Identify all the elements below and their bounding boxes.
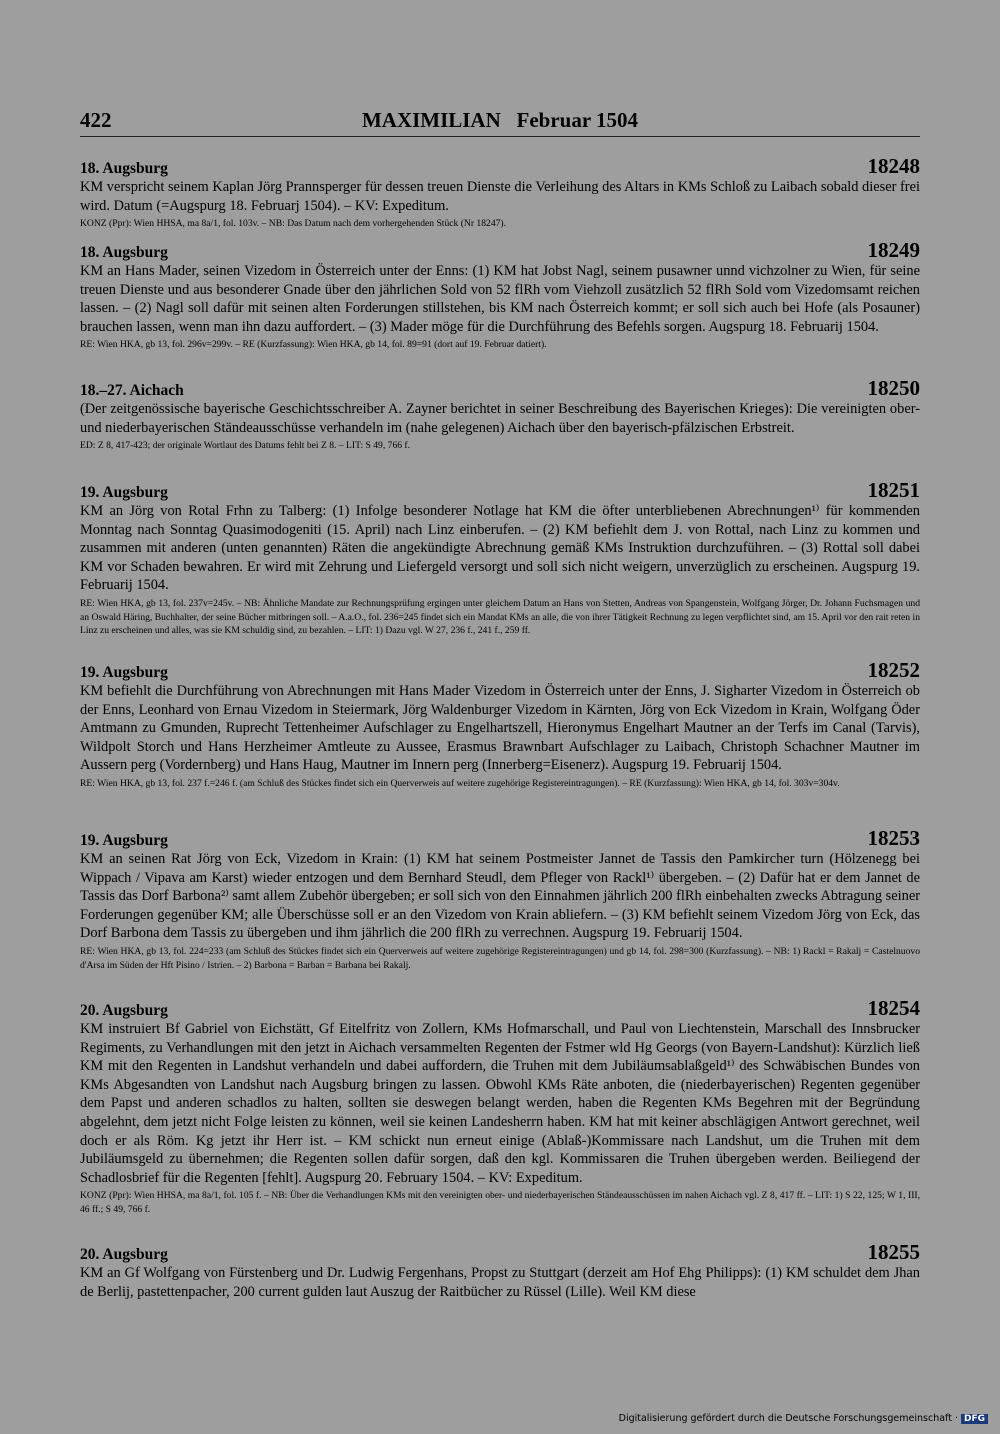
entry-date: 20. Augsburg <box>80 1246 168 1263</box>
entry-text: KM an Hans Mader, seinen Vizedom in Österreich unter der Enns: (1) KM hat Jobst Nagl, seinem pusawner unnd vichzolner zu Wien, für seine treuen Dienste und aus besonderer Gnade über den jährlichen Sold von 52 flRh vom Viehzoll zusätzlich 52 flRh Sold vom Vizedomsamt reichen lassen. – (2) Nagl soll dafür mit seinen alten Forderungen stillstehen, bis KM nach Österreich kommt; er soll sich auch bei Hofe (als Posauner) brauchen lassen, wenn man ihn dazu auffordert. – (3) Mader möge für die Durchführung des Befehls sorgen. Augspurg 18. Februarij 1504. <box>80 263 920 335</box>
entry-note: RE: Wien HKA, gb 13, fol. 224=233 (am Schluß des Stückes findet sich ein Querverweis auf weitere zugehörige Registereintragungen) und gb 14, fol. 298=300 (Kurzfassung). – NB: 1) Rackl = Rakalj = Castelnuovo d'Arsa im Süden der Hft Pisino / Istrien. – 2) Barbona = Barban = Barbana bei Rakalj. <box>80 945 920 971</box>
entry-number: 18251 <box>867 478 920 502</box>
regest-entry <box>80 828 920 972</box>
entry-text: KM befiehlt die Durchführung von Abrechnungen mit Hans Mader Vizedom in Österreich unter der Enns, J. Sigharter Vizedom in Österreich ob der Enns, Leonhard von Ernau Vizedom in Steiermark, Jörg Waldenburger Vizedom in Kärnten, Jörg von Eck Vizedom in Krain, Wolfgang Öder Amtmann zu Gmunden, Ruprecht Tettenheimer Aufschlager zu Engelhartszell, Hieronymus Engelhart Mautner an der Terfs im Canal (Tarvis), Wildpolt Storch und Hans Herzheimer Amtleute zu Aussee, Erasmus Brawnbart Aufschlager zu Laibach, Christoph Schachner Mautner im Aussern perg (Vordernberg) und Hans Haug, Mautner im Innern perg (Innerberg=Eisenerz). Augspurg 19. Februarij 1504. <box>80 683 920 774</box>
entry-date: 18.–27. Aichach <box>80 382 184 399</box>
entry-number: 18253 <box>867 826 920 850</box>
entry-text: (Der zeitgenössische bayerische Geschichtsschreiber A. Zayner berichtet in seiner Beschreibung des Bayerischen Krieges): Die vereinigten ober- und niederbayerischen Ständeausschüsse verhandeln im (nahe gelegenen) Aichach über den bayerisch-pfälzischen Erbstreit. <box>80 401 920 436</box>
entry-text: KM an seinen Rat Jörg von Eck, Vizedom in Krain: (1) KM hat seinem Postmeister Jannet de Tassis den Pamkircher turn (Hölzenegg bei Wippach / Vipava am Karst) wieder entzogen und dem Bernhard Steudl, dem Pfleger von Rackl¹⁾ übergeben. – (2) Dafür hat er dem Jannet de Tassis das Dorf Barbona²⁾ samt allem Zubehör übergeben; er soll sich von den Einnahmen jährlich 200 flRh einbehalten zwecks Abtragung seiner Forderungen gegenüber KM; alle Überschüsse soll er an den Vizedom von Krain abliefern. – (3) KM befiehlt seinem Vizedom Jörg von Eck, das Dorf Barbona dem Tassis zu übergeben und ihm jährlich die 200 flRh zu verrechnen. Augspurg 19. Februarij 1504. <box>80 851 920 942</box>
regest-entry <box>80 1242 920 1301</box>
entry-date: 19. Augsburg <box>80 664 168 681</box>
entry-number: 18249 <box>867 238 920 262</box>
entry-date: 19. Augsburg <box>80 484 168 501</box>
entry-text: KM an Gf Wolfgang von Fürstenberg und Dr. Ludwig Fergenhans, Propst zu Stuttgart (derzeit am Hof Ehg Philipps): (1) KM schuldet dem Jhan de Berlij, pastettenpacher, 200 current gulden laut Auszug der Raitbücher zu Rüssel (Lille). Weil KM diese <box>80 1265 920 1300</box>
entry-note: KONZ (Ppr): Wien HHSA, ma 8a/1, fol. 103v. – NB: Das Datum nach dem vorhergehenden Stück (Nr 18247). <box>80 218 507 230</box>
entry-text: KM verspricht seinem Kaplan Jörg Prannsperger für dessen treuen Dienste die Verleihung des Altars in KMs Schloß zu Laibach sobald dieser frei wird. Datum (=Augspurg 18. Februarj 1504). – KV: Expeditum. <box>80 179 920 214</box>
dfg-logo: DFG <box>961 1414 988 1424</box>
digitization-credit <box>619 1413 988 1424</box>
regest-entry <box>80 378 920 453</box>
regest-entry <box>80 156 920 231</box>
entry-note: RE: Wien HKA, gb 13, fol. 296v=299v. – RE (Kurzfassung): Wien HKA, gb 14, fol. 89=91 (dort auf 19. Februar datiert). <box>80 339 547 351</box>
page-number: 422 <box>80 108 112 132</box>
regest-entry <box>80 998 920 1217</box>
entry-number: 18255 <box>867 1240 920 1264</box>
entry-date: 19. Augsburg <box>80 832 168 849</box>
entry-date: 20. Augsburg <box>80 1002 168 1019</box>
entry-number: 18250 <box>867 376 920 400</box>
entry-number: 18254 <box>867 996 920 1020</box>
entry-number: 18248 <box>867 154 920 178</box>
regest-entry <box>80 660 920 791</box>
entry-text: KM an Jörg von Rotal Frhn zu Talberg: (1) Infolge besonderer Notlage hat KM die öfter unterbliebenen Abrechnungen¹⁾ für kommenden Monntag nach Sonntag Quasimodogeniti (15. April) nach Linz einberufen. – (2) KM befiehlt dem J. von Rottal, nach Linz zu kommen und zusammen mit anderen (unten genannten) Räten die angekündigte Abrechnung gemäß KMs Instruktion durchzuführen. – (3) Rottal soll dabei KM vor Schaden bewahren. Er wird mit Zehrung und Liefergeld versorgt und soll sich nicht weigern, unverzüglich zu erscheinen. Augspurg 19. Februarij 1504. <box>80 503 920 594</box>
entry-note: RE: Wien HKA, gb 13, fol. 237 f.=246 f. (am Schluß des Stückes findet sich ein Querverweis auf weitere zugehörige Registereintragungen). – RE (Kurzfassung): Wien HKA, gb 14, fol. 303v=304v. <box>80 777 840 789</box>
entry-number: 18252 <box>867 658 920 682</box>
entry-note: ED: Z 8, 417-423; der originale Wortlaut des Datums fehlt bei Z 8. – LIT: S 49, 766 f. <box>80 440 411 452</box>
entry-note: KONZ (Ppr): Wien HHSA, ma 8a/1, fol. 105 f. – NB: Über die Verhandlungen KMs mit den vereinigten ober- und niederbayerischen Ständeausschüssen im nahen Aichach vgl. Z 8, 417 ff. – LIT: 1) S 22, 125; W 1, III, 46 ff.; S 49, 766 f. <box>80 1190 920 1215</box>
regest-entry <box>80 480 920 638</box>
entry-date: 18. Augsburg <box>80 160 168 177</box>
entry-text: KM instruiert Bf Gabriel von Eichstätt, Gf Eitelfritz von Zollern, KMs Hofmarschall, und Paul von Liechtenstein, Marschall des Innsbrucker Regiments, zu Verhandlungen mit den jetzt in Aichach versammelten Regenten der Fstmer wld Hg Georgs (von Bayern-Landshut): Kürzlich ließ KM mit den Regenten in Landshut verhandeln und dabei auffordern, die Truhen mit dem Jubiläumsablaßgeld¹⁾ des Schwäbischen Bundes von KMs Abgesandten von Landshut nach Augsburg bringen zu lassen. Obwohl KMs Räte anboten, die (niederbayerischen) Regenten gegenüber dem Papst und anderen schadlos zu halten, sollten sie deswegen belangt werden, haben die Regenten KMs Begehren mit der Begründung abgelehnt, dem jetzt nicht Folge leisten zu können, weil sie keinen Landesherrn haben. KM hat mit keiner abschlägigen Antwort gerechnet, weil doch er als Röm. Kg jetzt ihr Herr ist. – KM schickt nun erneut einige (Ablaß-)Kommissare nach Landshut, um die Truhen mit dem Jubiläumsgeld zu übernehmen; die Regenten sollen dafür sorgen, daß den kgl. Kommissaren die Truhen übergeben werden. Beiliegend der Schadlosbrief für die Regenten [fehlt]. Augspurg 20. February 1504. – KV: Expeditum. <box>80 1021 920 1186</box>
page-header <box>80 106 920 137</box>
entry-date: 18. Augsburg <box>80 244 168 261</box>
running-title: MAXIMILIAN Februar 1504 <box>361 108 639 132</box>
entry-note: RE: Wien HKA, gb 13, fol. 237v=245v. – NB: Ähnliche Mandate zur Rechnungsprüfung ergingen unter gleichem Datum an Hans von Stetten, Andreas von Spangenstein, Wolfgang Jörger, Dr. Johann Fuchsmagen und an Oswald Häring, Buchhalter, der seine Bücher mitbringen soll. – A.a.O., fol. 236=245 findet sich ein Mandat KMs an alle, die von ihrer Tätigkeit Rechnung zu legen verpflichtet sind, am 15. April vor den rait reten in Linz zu erscheinen und alles, was sie KM schuldig sind, zu bezahlen. – LIT: 1) Dazu vgl. W 27, 236 f., 241 f., 259 ff. <box>80 597 920 637</box>
credit-text: Digitalisierung gefördert durch die Deutsche Forschungsgemeinschaft · <box>618 1413 958 1424</box>
regest-entry <box>80 240 920 352</box>
